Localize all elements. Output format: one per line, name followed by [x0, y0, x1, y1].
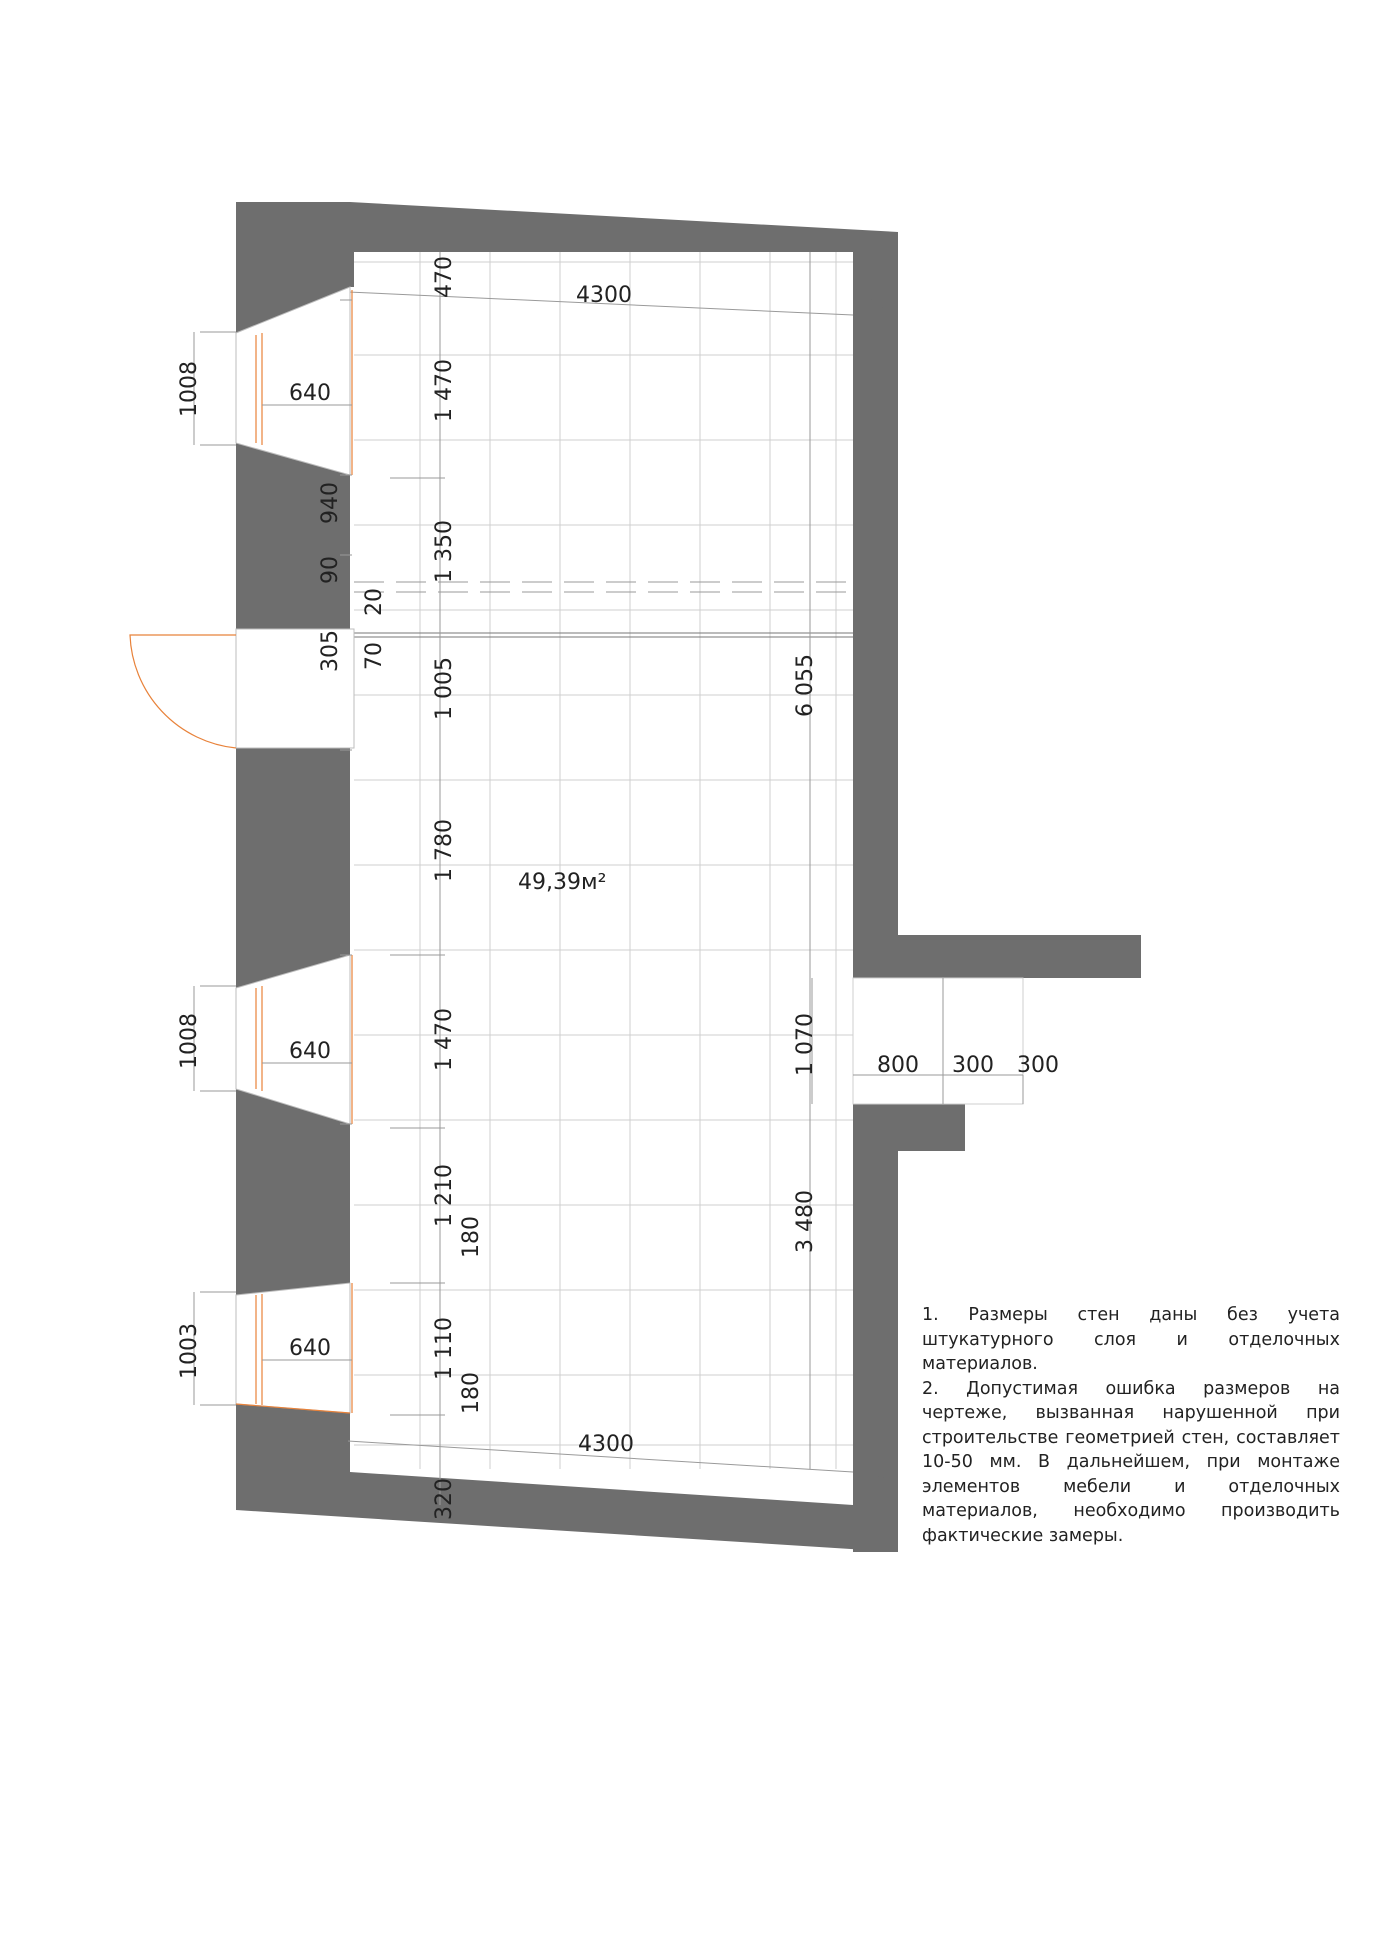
dim-niche-depth-1: 800 — [877, 1053, 919, 1078]
dim-offset-20: 20 — [362, 588, 387, 616]
dim-left-seg-4: 1 005 — [432, 657, 457, 720]
dim-right-lower-height: 3 480 — [793, 1190, 818, 1253]
niche-opening — [853, 978, 1023, 1104]
dim-window-2-depth: 640 — [289, 1039, 331, 1064]
dim-left-seg-8: 1 110 — [432, 1317, 457, 1380]
dim-left-seg-9: 320 — [432, 1478, 457, 1520]
dim-gap-180-a: 180 — [459, 1216, 484, 1258]
room-area: 49,39м² — [518, 870, 607, 895]
dim-window-1-depth: 640 — [289, 381, 331, 406]
dim-window-2-width: 1008 — [177, 1013, 202, 1069]
dim-window-3-width: 1003 — [177, 1323, 202, 1379]
wall-left-pier-2 — [236, 748, 350, 988]
note-2: 2. Допустимая ошибка размеров на чертеже, вызванная нарушенной при строительстве геометрией стен, составляет 10-50 мм. В дальнейшем, при монтаже элементов мебели и отделочных материалов, необходимо производить фактические замеры. — [922, 1378, 1340, 1546]
wall-left-pier-3 — [236, 1089, 350, 1295]
dim-bottom-width: 4300 — [578, 1432, 634, 1457]
dim-offset-70: 70 — [362, 642, 387, 670]
dim-window-3-depth: 640 — [289, 1336, 331, 1361]
dim-niche-depth-3: 300 — [1017, 1053, 1059, 1078]
dim-left-seg-2: 1 470 — [432, 359, 457, 422]
dim-right-upper-height: 6 055 — [793, 654, 818, 717]
room-floor — [354, 252, 853, 1469]
dim-left-seg-3: 1 350 — [432, 520, 457, 583]
dim-left-seg-6: 1 470 — [432, 1008, 457, 1071]
note-1: 1. Размеры стен даны без учета штукатурного слоя и отделочных материалов. — [922, 1305, 1340, 1374]
wall-left-pier-1 — [236, 443, 350, 629]
dim-niche-depth-2: 300 — [952, 1053, 994, 1078]
dim-right-niche-height: 1 070 — [793, 1013, 818, 1076]
drawing-notes — [922, 1303, 1340, 1548]
door-swing-arc — [130, 635, 236, 748]
dim-window-1-width: 1008 — [177, 361, 202, 417]
wall-right-upper — [853, 232, 1141, 978]
dim-gap-180-b: 180 — [459, 1372, 484, 1414]
dim-left-seg-5: 1 780 — [432, 819, 457, 882]
dim-left-seg-1: 470 — [432, 256, 457, 298]
dim-left-seg-7: 1 210 — [432, 1164, 457, 1227]
dim-top-width: 4300 — [576, 283, 632, 308]
dim-pier-940: 940 — [318, 482, 343, 524]
dim-pier-90: 90 — [318, 556, 343, 584]
dim-door-305: 305 — [318, 630, 343, 672]
